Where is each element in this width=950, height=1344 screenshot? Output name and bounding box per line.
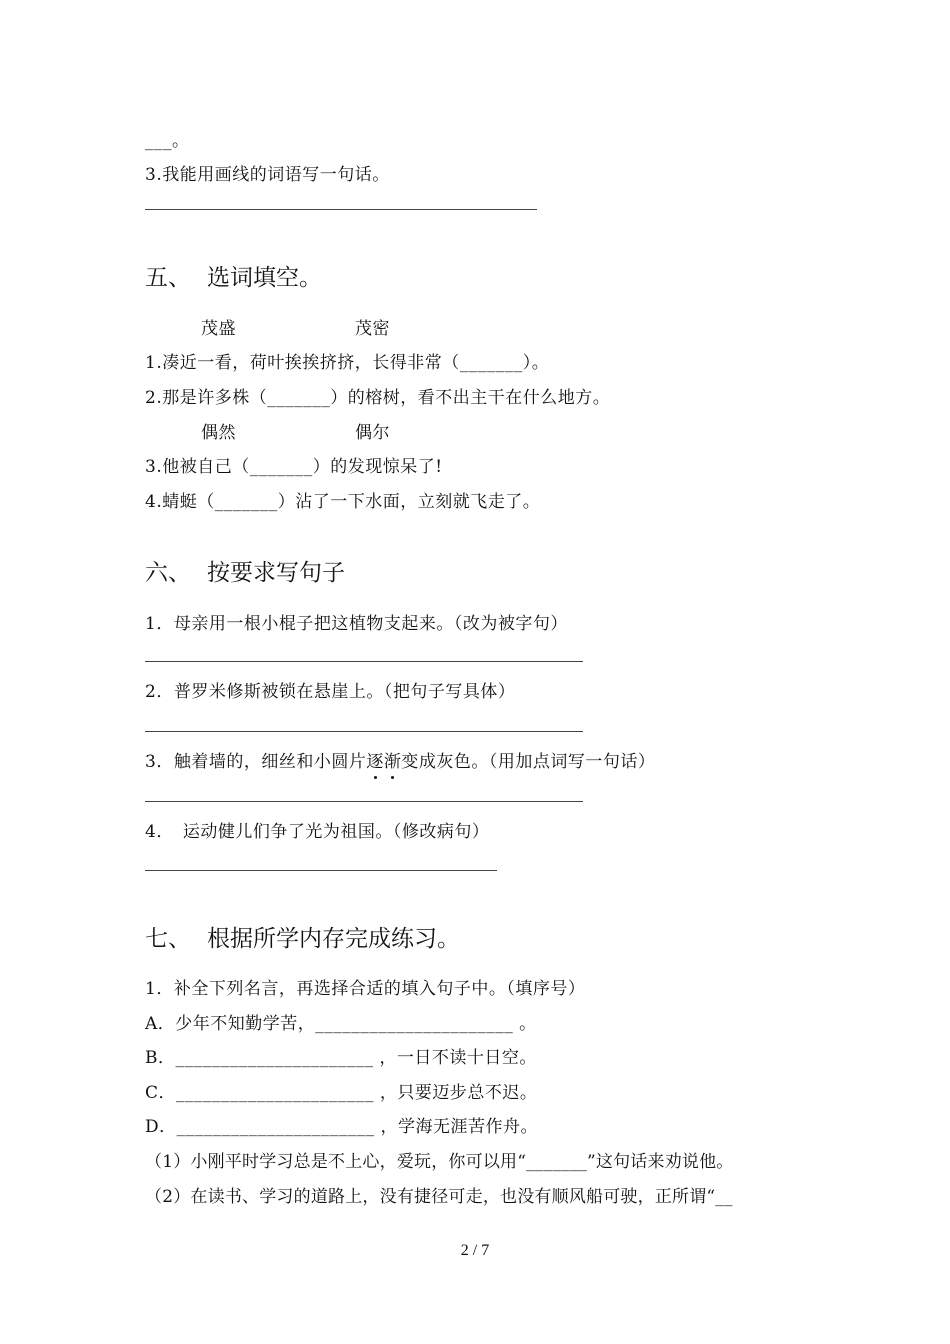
proverb-c: C．______________________ ，只要迈步总不迟。 [145,1083,538,1103]
section-5-heading [145,259,322,292]
section-5-question-1: 1.凑近一看，荷叶挨挨挤挤，长得非常（_______）。 [145,353,550,373]
proverb-a: A．少年不知勤学苦，______________________ 。 [145,1014,537,1034]
sub-question-2: （2）在读书、学习的道路上，没有捷径可走，也没有顺风船可驶，正所谓“__ [145,1187,733,1207]
section-5-question-4: 4.蜻蜓（_______）沾了一下水面，立刻就飞走了。 [145,492,541,512]
section-5-title: 选词填空。 [207,265,322,291]
section-5-question-2: 2.那是许多株（_______）的榕树，看不出主干在什么地方。 [145,388,611,408]
answer-line [145,870,497,871]
word-choice-2b: 偶尔 [355,423,390,443]
section-7-title: 根据所学内存完成练习。 [207,926,460,952]
answer-line [145,801,583,802]
question-3-text-start: 3．触着墙的，细丝和小圆片 [145,752,367,772]
proverb-d: D．______________________ ，学海无涯苦作舟。 [145,1117,539,1137]
word-choice-2a: 偶然 [201,423,236,443]
dotted-character-2: 渐 [384,747,402,772]
answer-line [145,661,583,662]
section-6-number: 六、 [145,560,191,586]
proverb-b: B．______________________ ，一日不读十日空。 [145,1048,537,1068]
dotted-character-1: 逐 [366,747,384,772]
word-choice-1b: 茂密 [355,319,390,339]
section-7-heading [145,920,460,953]
section-6-question-4: 4． 运动健儿们争了光为祖国。（修改病句） [145,822,490,842]
section-6-question-1: 1．母亲用一根小棍子把这植物支起来。（改为被字句） [145,614,568,634]
section-6-heading [145,554,345,587]
section-7-question-1: 1．补全下列名言，再选择合适的填入句子中。（填序号） [145,979,586,999]
section-6-title: 按要求写句子 [207,560,345,586]
section-5-question-3: 3.他被自己（_______）的发现惊呆了! [145,457,443,477]
question-3-text-end: 变成灰色。（用加点词写一句话） [401,752,656,772]
section-6-question-2: 2．普罗米修斯被锁在悬崖上。（把句子写具体） [145,682,516,702]
section-5-number: 五、 [145,265,191,291]
section-6-question-3 [145,747,655,772]
page-number: 2 / 7 [460,1242,490,1259]
section-7-number: 七、 [145,926,191,952]
word-choice-1a: 茂盛 [201,319,236,339]
answer-line [145,731,583,732]
question-3-write-sentence: 3.我能用画线的词语写一句话。 [145,165,390,185]
answer-line [145,209,537,210]
sub-question-1: （1）小刚平时学习总是不上心，爱玩，你可以用“_______”这句话来劝说他。 [145,1152,734,1172]
continued-blank-line: ___。 [145,131,190,151]
